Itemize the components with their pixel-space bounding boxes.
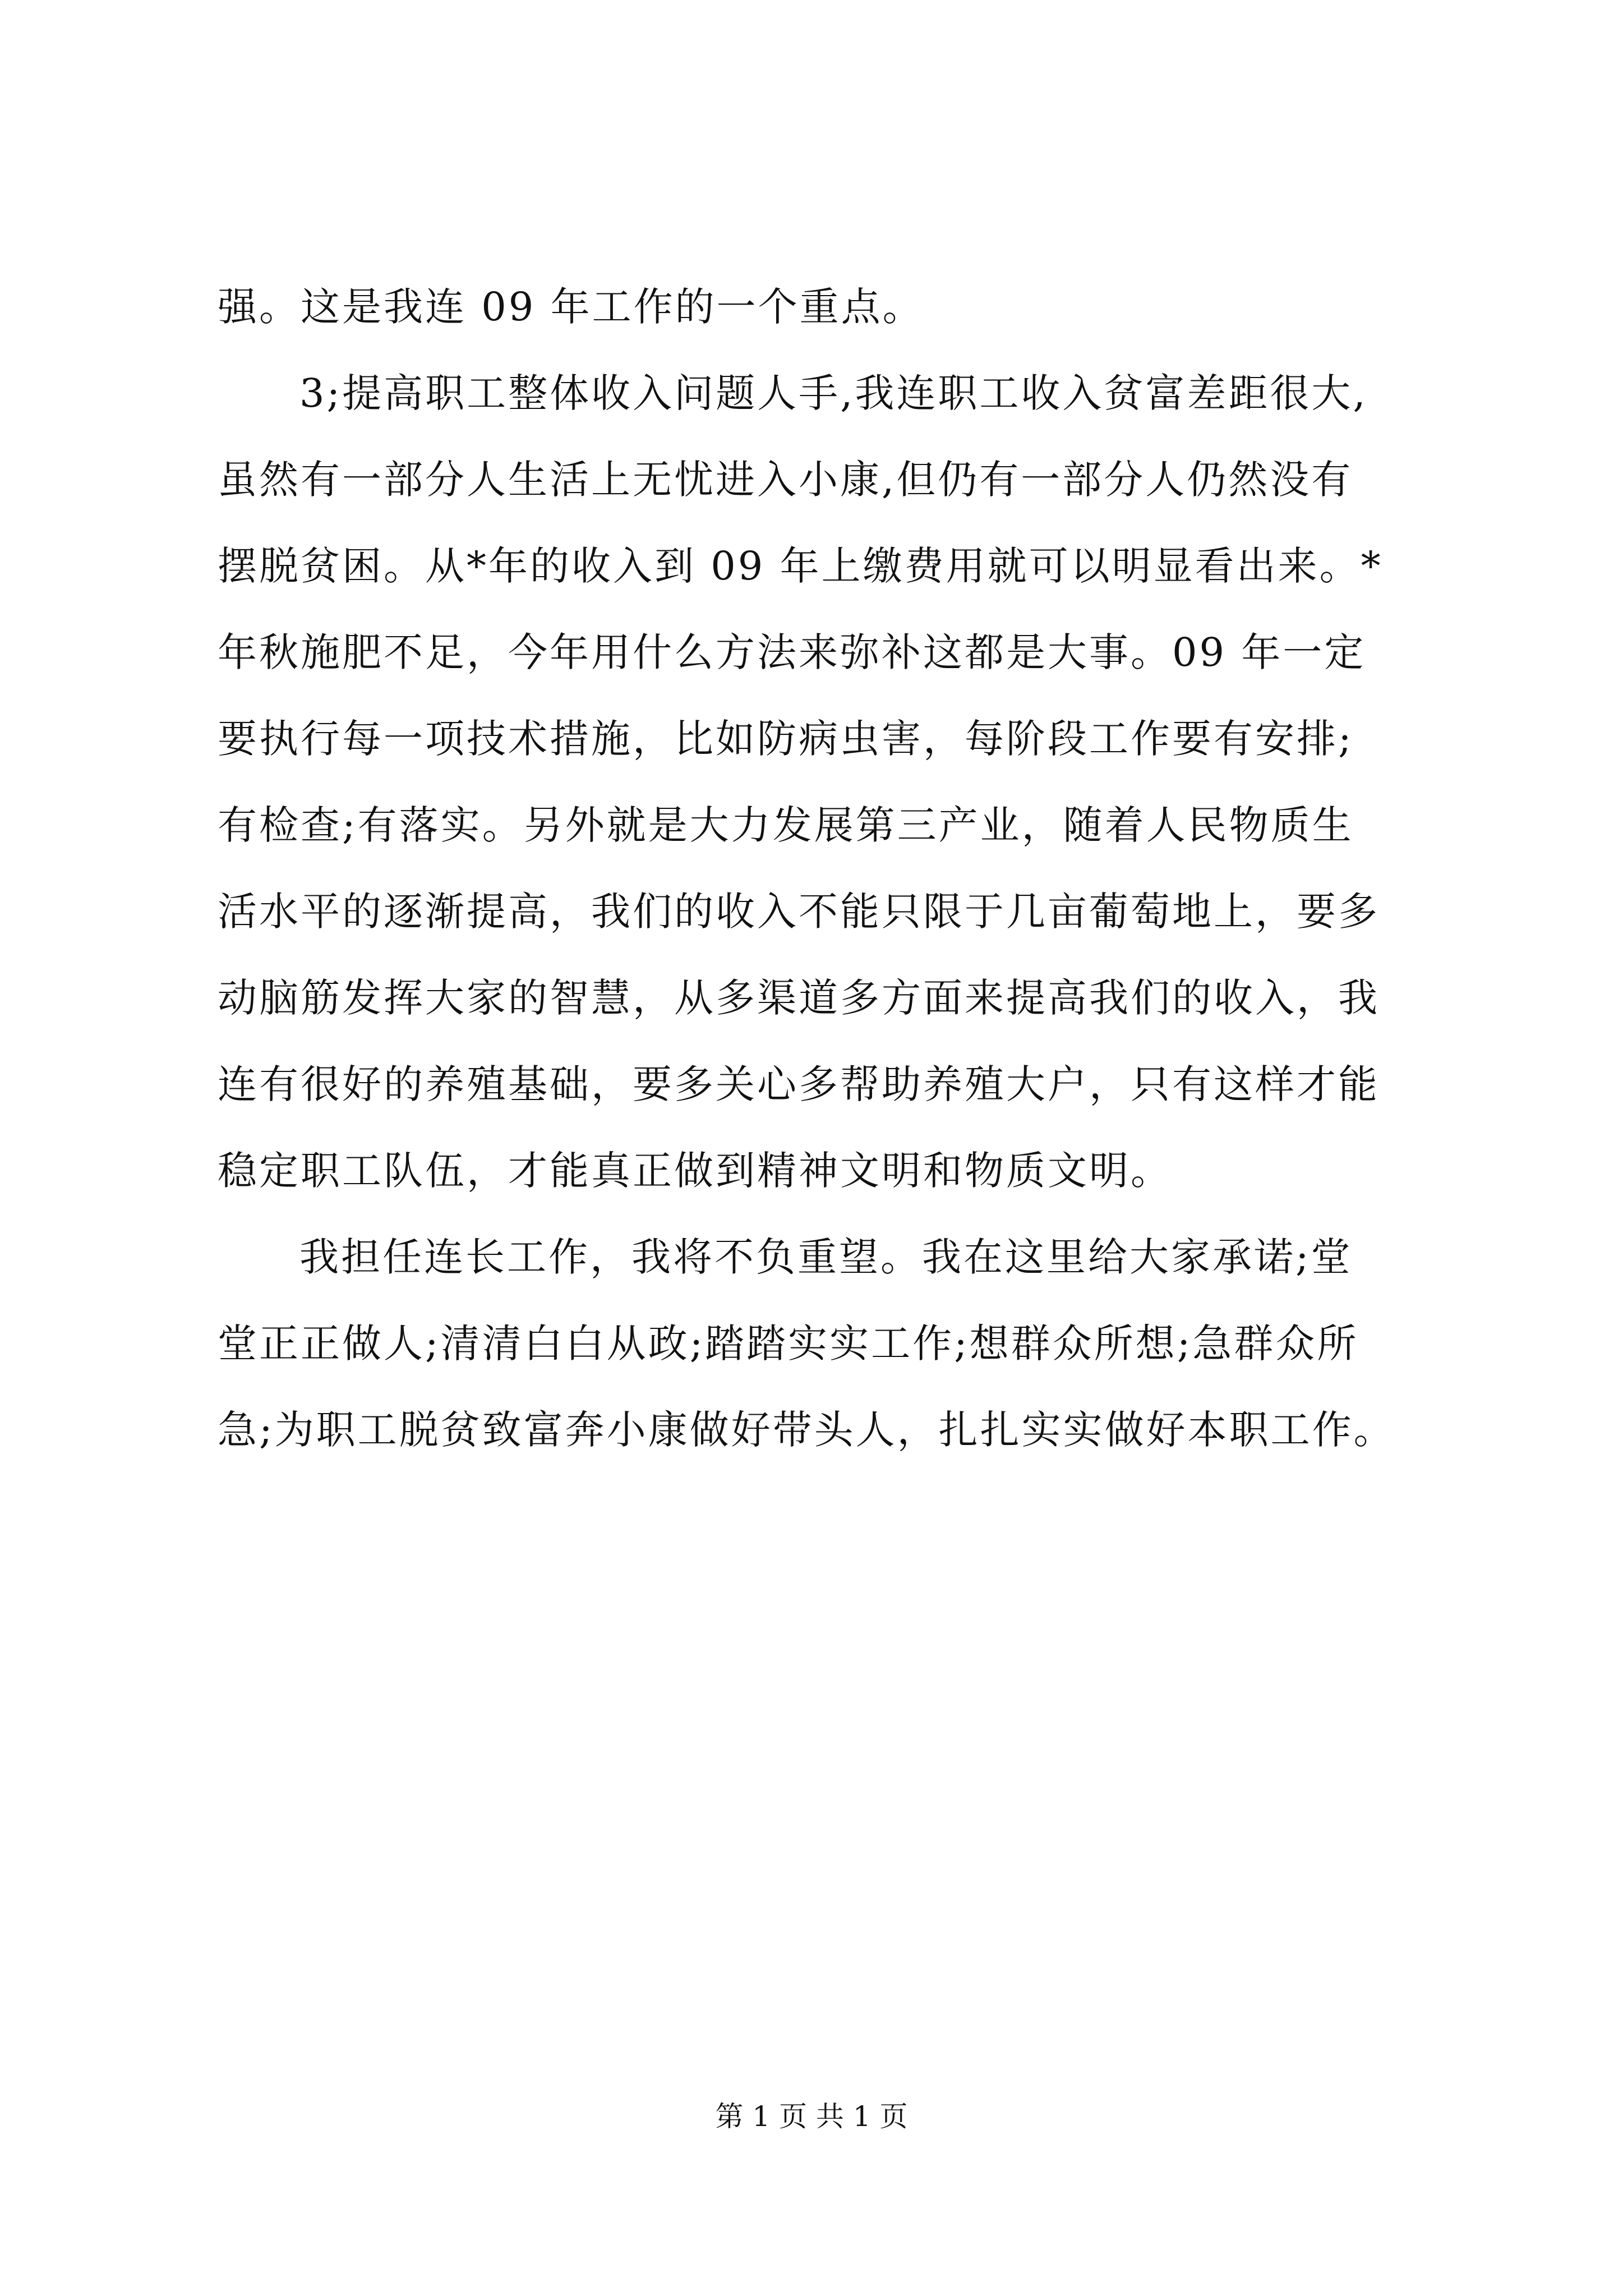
- text-line: 强。这是我连 09 年工作的一个重点。: [218, 284, 924, 330]
- text-line: 稳定职工队伍，才能真正做到精神文明和物质文明。: [218, 1148, 1172, 1194]
- text-line: 我担任连长工作，我将不负重望。我在这里给大家承诺;堂: [299, 1234, 1353, 1280]
- page-footer: 第 1 页 共 1 页: [715, 2100, 908, 2133]
- text-line: 动脑筋发挥大家的智慧，从多渠道多方面来提高我们的收入，我: [218, 975, 1380, 1021]
- text-line: 活水平的逐渐提高，我们的收入不能只限于几亩葡萄地上，要多: [218, 889, 1380, 935]
- text-line: 堂正正做人;清清白白从政;踏踏实实工作;想群众所想;急群众所: [218, 1320, 1359, 1366]
- document-body: [218, 264, 1440, 1473]
- text-line: 虽然有一部分人生活上无忧进入小康,但仍有一部分人仍然没有: [218, 457, 1353, 503]
- text-line: 连有很好的养殖基础，要多关心多帮助养殖大户，只有这样才能: [218, 1061, 1380, 1107]
- text-line: 年秋施肥不足，今年用什么方法来弥补这都是大事。09 年一定: [218, 629, 1366, 675]
- text-line: 有检查;有落实。另外就是大力发展第三产业，随着人民物质生: [218, 802, 1354, 848]
- text-line: 3;提高职工整体收入问题人手,我连职工收入贫富差距很大,: [299, 370, 1368, 416]
- text-line: 摆脱贫困。从*年的收入到 09 年上缴费用就可以明显看出来。*: [218, 543, 1383, 589]
- text-line: 要执行每一项技术措施，比如防病虫害，每阶段工作要有安排;: [218, 716, 1354, 762]
- text-line: 急;为职工脱贫致富奔小康做好带头人，扎扎实实做好本职工作。: [218, 1407, 1395, 1453]
